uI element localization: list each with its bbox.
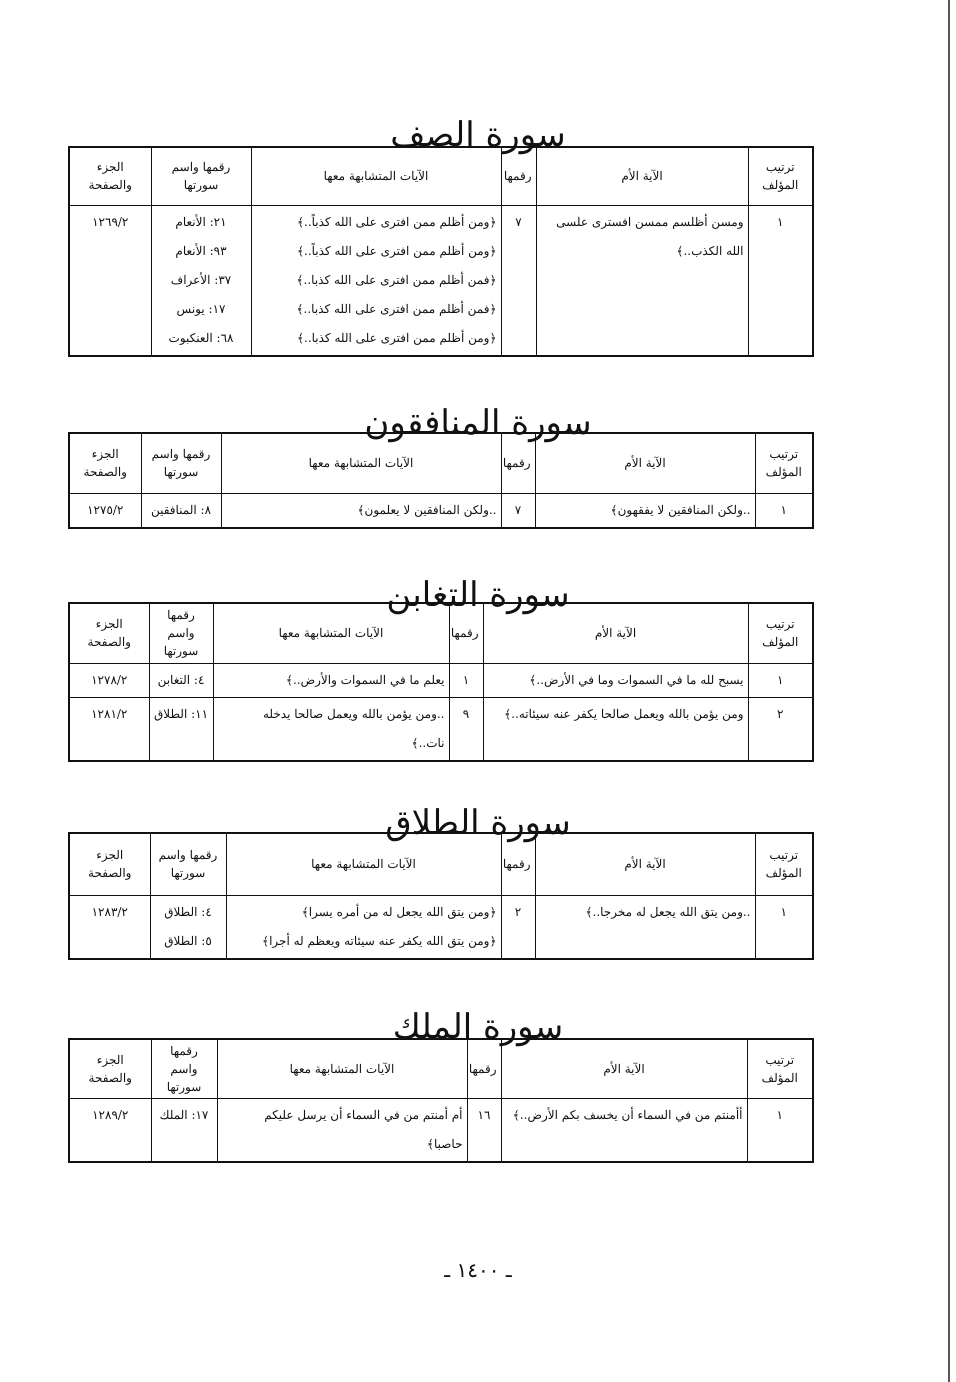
refs-cell bbox=[149, 697, 213, 761]
header-main-verse: الآية الأم bbox=[535, 433, 755, 493]
similar-verses-cell bbox=[213, 663, 449, 697]
surah-title: سورة الملك bbox=[392, 1006, 564, 1047]
header-number: رقمها bbox=[449, 603, 483, 663]
part-page-cell: ١٢٨٣/٢ bbox=[69, 895, 150, 959]
main-verse-cell: ومن يؤمن بالله ويعمل صالحا يكفر عنه سيئاته..﴾ bbox=[483, 697, 748, 761]
similar-verse: ..ولكن المنافقين لا يعلمون﴾ bbox=[357, 502, 497, 517]
similar-verse: حاصبا﴾ bbox=[426, 1137, 463, 1151]
similar-verse: ﴿ومن يتق الله يجعل له من أمره يسرا﴾ bbox=[301, 904, 497, 919]
similar-verse: يعلم ما في السموات والأرض..﴾ bbox=[285, 672, 445, 687]
page-edge-line bbox=[948, 0, 950, 1382]
surah-title: سورة المنافقون bbox=[364, 402, 592, 443]
similar-verse: نات..﴾ bbox=[411, 735, 445, 750]
header-part-page: الجزء والصفحة bbox=[69, 1039, 151, 1099]
similar-verse: ﴿ومن يتق الله يكفر عنه سيئاته ويعظم له أجرا﴾ bbox=[262, 933, 497, 948]
surah-ref: ٦٨: العنكبوت bbox=[168, 330, 234, 345]
header-main-verse: الآية الأم bbox=[483, 603, 748, 663]
number-cell: ٩ bbox=[449, 697, 483, 761]
verses-table bbox=[68, 602, 814, 762]
refs-cell bbox=[151, 1099, 217, 1163]
header-num-surah: رقمها واسم سورتها bbox=[150, 833, 226, 895]
header-main-verse: الآية الأم bbox=[536, 147, 748, 205]
header-num-surah: رقمها واسم سورتها bbox=[141, 433, 221, 493]
header-number: رقمها bbox=[501, 833, 535, 895]
similar-verse: ﴿ومن أظلم ممن افترى على الله كذباً..﴾ bbox=[296, 243, 497, 258]
part-page-cell: ١٢٧٥/٢ bbox=[69, 493, 141, 528]
similar-verse: أم أمنتم من في السماء أن يرسل عليكم bbox=[264, 1108, 463, 1122]
header-num-surah: رقمها واسم سورتها bbox=[151, 1039, 217, 1099]
number-cell: ١ bbox=[449, 663, 483, 697]
header-num-surah: رقمها واسم سورتها bbox=[151, 147, 251, 205]
header-similar-verses: الآيات المتشابهة معها bbox=[226, 833, 501, 895]
similar-verse: ﴿فمن أظلم ممن افترى على الله كذبا..﴾ bbox=[296, 301, 497, 316]
header-part-page: الجزء والصفحة bbox=[69, 833, 150, 895]
verses-table bbox=[68, 146, 814, 357]
similar-verses-cell bbox=[221, 493, 501, 528]
part-page-cell: ١٢٨١/٢ bbox=[69, 697, 149, 761]
refs-cell bbox=[141, 493, 221, 528]
header-number: رقمها bbox=[467, 1039, 501, 1099]
similar-verse: ﴿ومن أظلم ممن افترى على الله كذبا..﴾ bbox=[296, 330, 497, 345]
table-row bbox=[69, 205, 813, 356]
refs-cell bbox=[151, 205, 251, 356]
similar-verse: ﴿فمن أظلم ممن افترى على الله كذبا..﴾ bbox=[296, 272, 497, 287]
number-cell: ٧ bbox=[501, 205, 536, 356]
header-part-page: الجزء والصفحة bbox=[69, 433, 141, 493]
similar-verse: ﴿ومن أظلم ممن افترى على الله كذباً..﴾ bbox=[296, 214, 497, 229]
header-similar-verses: الآيات المتشابهة معها bbox=[213, 603, 449, 663]
main-verse-cell: أأمنتم من في السماء أن يخسف بكم الأرض..﴾ bbox=[501, 1099, 747, 1163]
order-cell: ١ bbox=[755, 895, 813, 959]
header-main-verse: الآية الأم bbox=[535, 833, 755, 895]
surah-title: سورة التغابن bbox=[386, 574, 570, 615]
surah-ref: ٥: الطلاق bbox=[164, 933, 212, 948]
surah-title: سورة الصف bbox=[390, 114, 566, 155]
surah-ref: ١٧: يونس bbox=[176, 301, 226, 316]
similar-verse: ..ومن يؤمن بالله ويعمل صالحا يدخله bbox=[262, 706, 445, 721]
number-cell: ٢ bbox=[501, 895, 535, 959]
similar-verses-cell bbox=[251, 205, 501, 356]
number-cell: ٧ bbox=[501, 493, 535, 528]
number-cell: ١٦ bbox=[467, 1099, 501, 1163]
page-number: ـ ١٤٠٠ ـ bbox=[444, 1258, 512, 1282]
order-cell: ١ bbox=[747, 1099, 813, 1163]
header-part-page: الجزء والصفحة bbox=[69, 147, 151, 205]
surah-ref: ١١: الطلاق bbox=[153, 706, 209, 721]
part-page-cell: ١٢٦٩/٢ bbox=[69, 205, 151, 356]
order-cell: ٢ bbox=[748, 697, 813, 761]
main-verse-cell: يسبح لله ما في السموات وما في الأرض..﴾ bbox=[483, 663, 748, 697]
verses-table bbox=[68, 432, 814, 529]
surah-ref: ٣٧: الأعراف bbox=[170, 272, 232, 287]
header-similar-verses: الآيات المتشابهة معها bbox=[221, 433, 501, 493]
header-num-surah: رقمها واسم سورتها bbox=[149, 603, 213, 663]
header-order: ترتيب المؤلف bbox=[748, 603, 813, 663]
similar-verses-cell bbox=[226, 895, 501, 959]
surah-title: سورة الطلاق bbox=[385, 802, 571, 843]
header-order: ترتيب المؤلف bbox=[755, 433, 813, 493]
table-row bbox=[69, 1099, 813, 1163]
surah-ref: ٩٣: الأنعام bbox=[175, 243, 227, 258]
surah-ref: ١٧: الملك bbox=[159, 1108, 209, 1122]
header-similar-verses: الآيات المتشابهة معها bbox=[251, 147, 501, 205]
surah-ref: ٤: الطلاق bbox=[164, 904, 212, 919]
part-page-cell: ١٢٧٨/٢ bbox=[69, 663, 149, 697]
header-order: ترتيب المؤلف bbox=[748, 147, 813, 205]
table-row bbox=[69, 895, 813, 959]
surah-ref: ٤: التغابن bbox=[157, 672, 205, 687]
order-cell: ١ bbox=[748, 205, 813, 356]
similar-verses-cell bbox=[213, 697, 449, 761]
surah-ref: ٨: المنافقين bbox=[150, 502, 212, 517]
surah-ref: ٢١: الأنعام bbox=[175, 214, 227, 229]
main-verse-cell: ..ولكن المنافقين لا يفقهون﴾ bbox=[535, 493, 755, 528]
verses-table bbox=[68, 1038, 814, 1163]
header-similar-verses: الآيات المتشابهة معها bbox=[217, 1039, 467, 1099]
verses-table bbox=[68, 832, 814, 960]
order-cell: ١ bbox=[748, 663, 813, 697]
refs-cell bbox=[150, 895, 226, 959]
header-order: ترتيب المؤلف bbox=[755, 833, 813, 895]
header-part-page: الجزء والصفحة bbox=[69, 603, 149, 663]
refs-cell bbox=[149, 663, 213, 697]
main-verse-cell: ..ومن يتق الله يجعل له مخرجا..﴾ bbox=[535, 895, 755, 959]
header-number: رقمها bbox=[501, 147, 536, 205]
header-main-verse: الآية الأم bbox=[501, 1039, 747, 1099]
header-number: رقمها bbox=[501, 433, 535, 493]
order-cell: ١ bbox=[755, 493, 813, 528]
table-row bbox=[69, 697, 813, 761]
header-order: ترتيب المؤلف bbox=[747, 1039, 813, 1099]
main-verse-cell: ومسن أظلسم ممسن افسترى علسى الله الكذب..﴾ bbox=[536, 205, 748, 356]
similar-verses-cell bbox=[217, 1099, 467, 1163]
table-row bbox=[69, 663, 813, 697]
table-row bbox=[69, 493, 813, 528]
part-page-cell: ١٢٨٩/٢ bbox=[69, 1099, 151, 1163]
